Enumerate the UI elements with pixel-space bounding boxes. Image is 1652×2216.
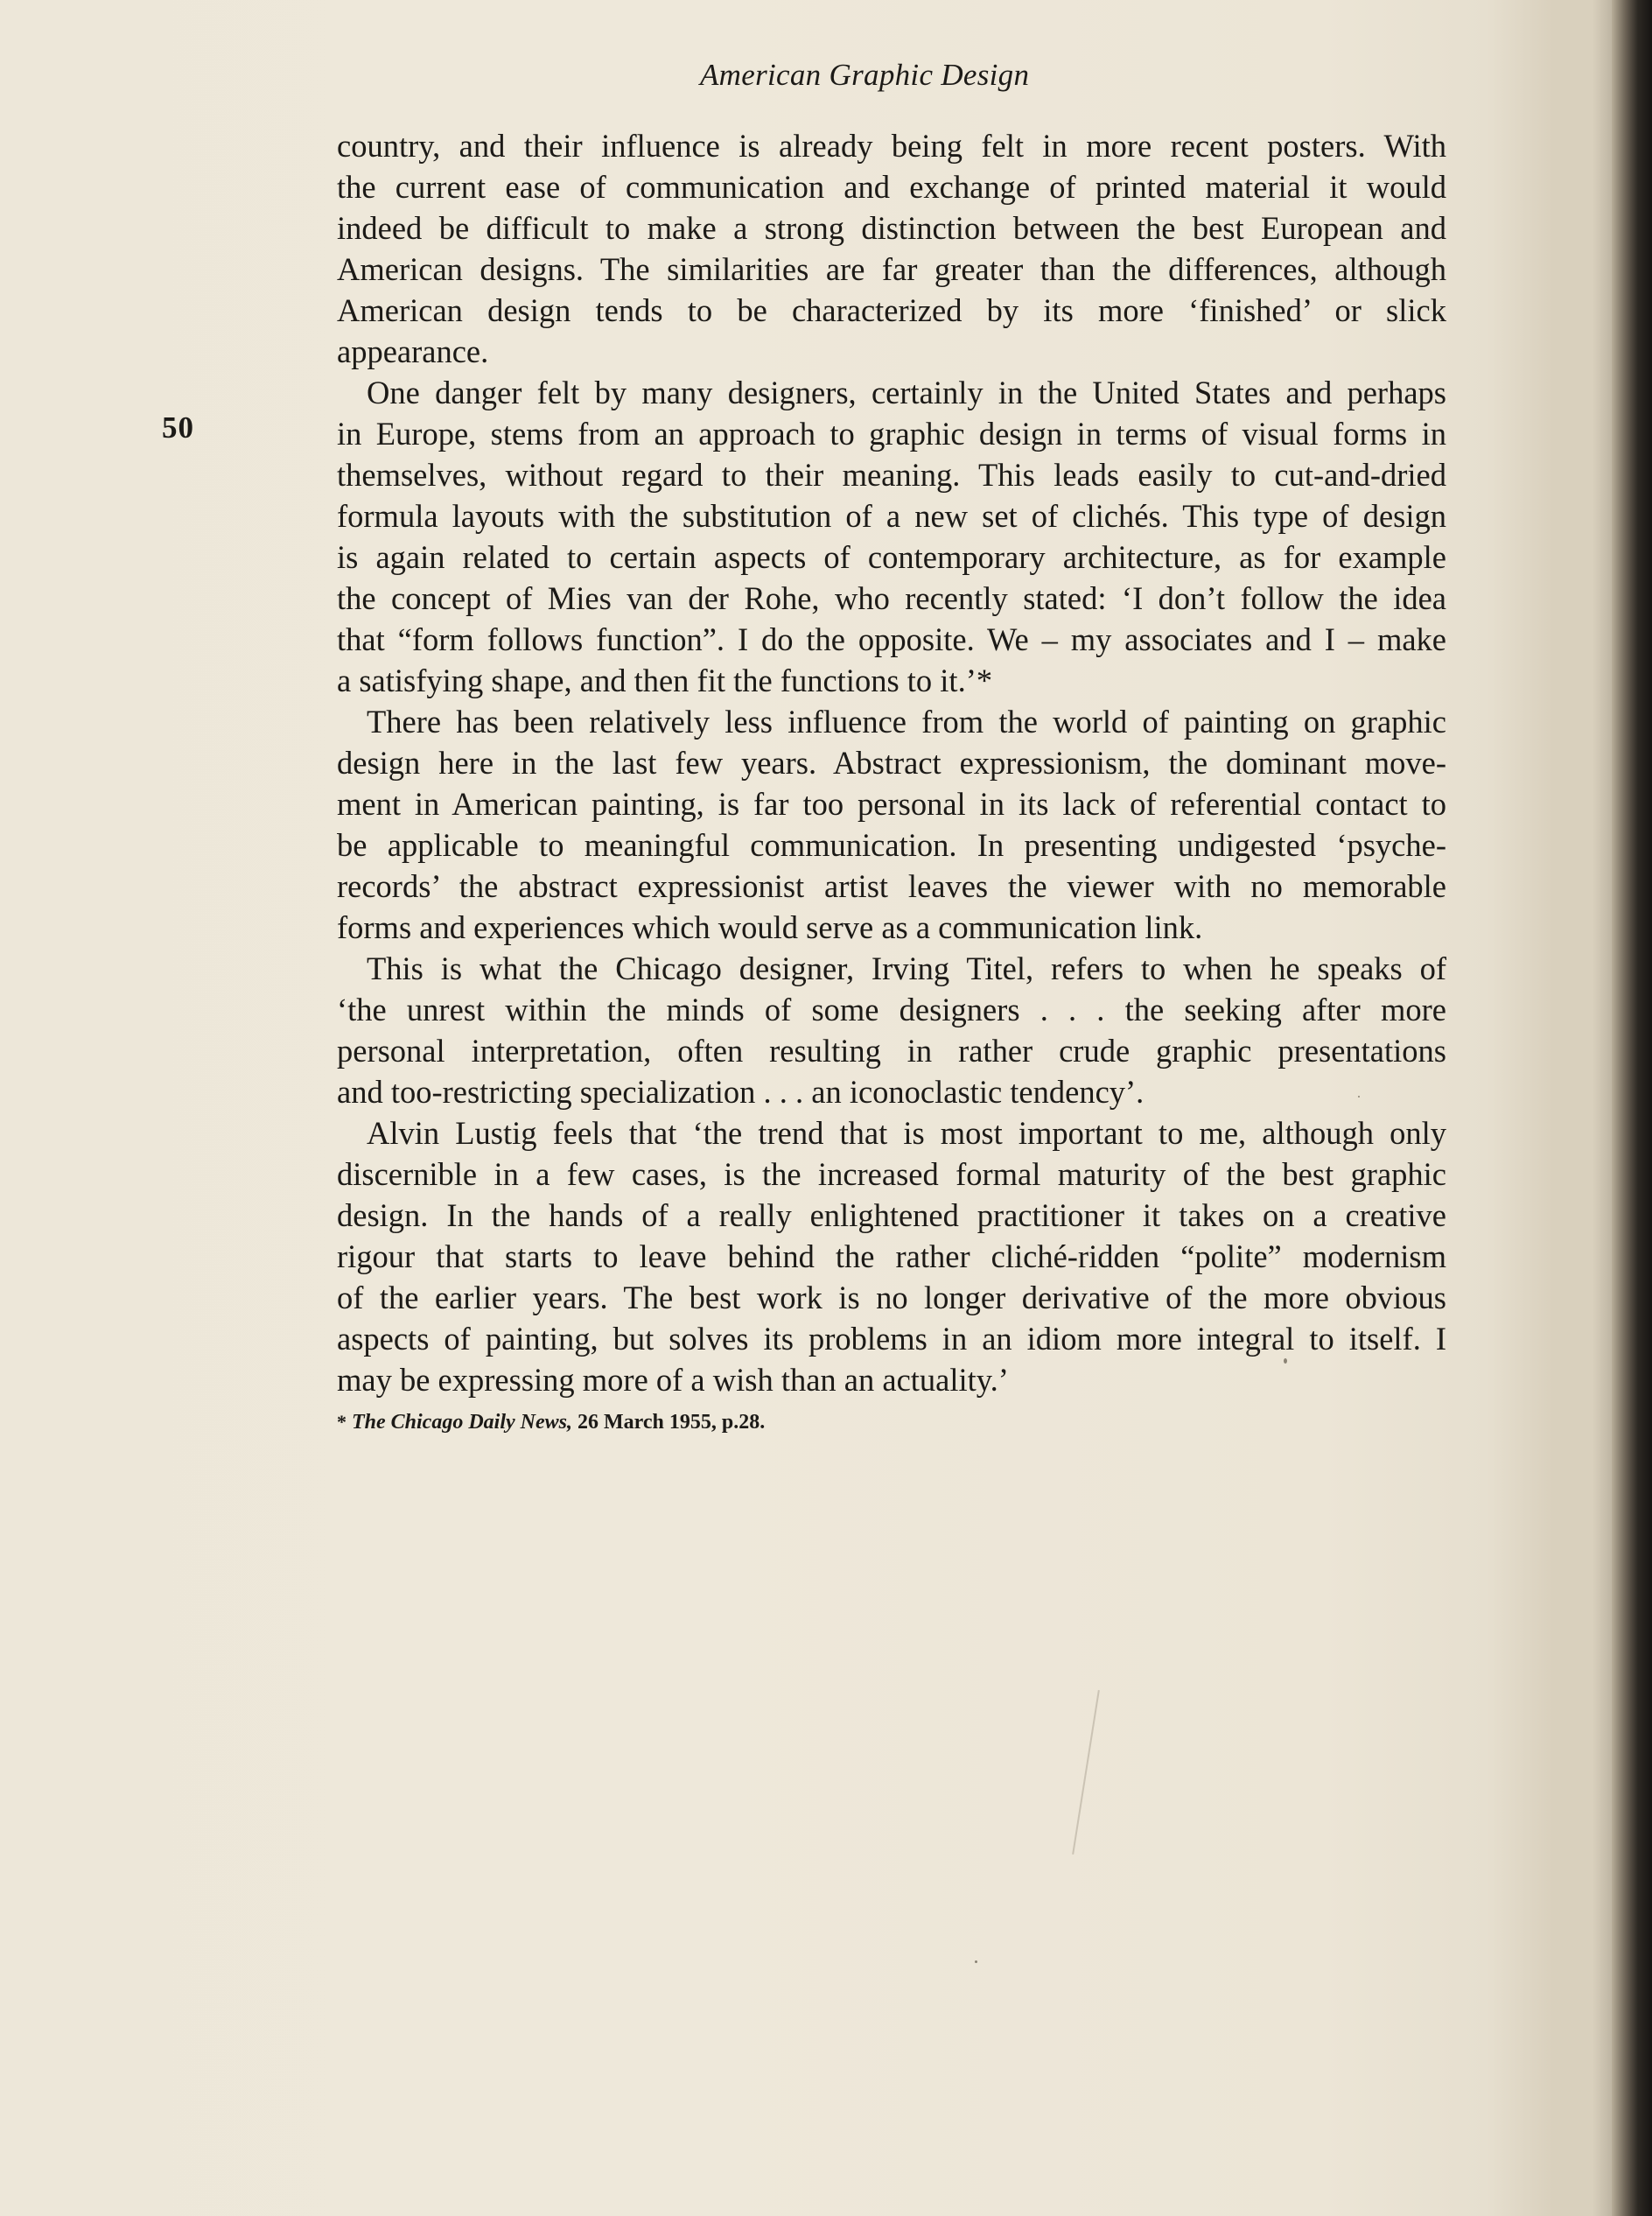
paragraph-start-line: There has been relatively less influence from the world of painting on graphic — [367, 704, 1446, 740]
text-line: personal interpretation, often resulting in rather crude graphic presentations — [337, 1033, 1446, 1069]
body-text — [337, 125, 1446, 1400]
paper-speck — [975, 1960, 977, 1963]
text-line: design. In the hands of a really enlightened practitioner it takes on a creative — [337, 1197, 1446, 1233]
paper-speck — [1358, 1096, 1360, 1097]
text-line: rigour that starts to leave behind the rather cliché-ridden “polite” modernism — [337, 1238, 1446, 1274]
running-head: American Graphic Design — [700, 58, 1030, 92]
text-line: country, and their influence is already being felt in more recent posters. With — [337, 128, 1446, 164]
text-line: ‘the unrest within the minds of some designers . . . the seeking after more — [337, 992, 1446, 1027]
text-line: design here in the last few years. Abstract expressionism, the dominant move- — [337, 745, 1446, 781]
footnote-details: 26 March 1955, p.28. — [572, 1411, 766, 1434]
footnote-source: The Chicago Daily News, — [352, 1411, 572, 1434]
text-line: records’ the abstract expressionist artist leaves the viewer with no memorable — [337, 868, 1446, 904]
text-line: forms and experiences which would serve as a communication link. — [337, 909, 1203, 945]
text-line: appearance. — [337, 333, 489, 369]
text-line: may be expressing more of a wish than an actuality.’ — [337, 1362, 1009, 1398]
text-line: indeed be difficult to make a strong distinction between the best European and — [337, 210, 1446, 246]
paragraph-start-line: This is what the Chicago designer, Irving Titel, refers to when he speaks of — [367, 950, 1446, 986]
spine-edge-shadow — [1592, 0, 1612, 2216]
paragraph-start-line: One danger felt by many designers, certainly in the United States and perhaps — [367, 375, 1446, 410]
text-line: a satisfying shape, and then fit the functions to it.’* — [337, 663, 993, 698]
text-line: that “form follows function”. I do the opposite. We – my associates and I – make — [337, 621, 1446, 657]
paper-crease — [1072, 1690, 1100, 1855]
text-line: in Europe, stems from an approach to graphic design in terms of visual forms in — [337, 416, 1446, 452]
text-line: is again related to certain aspects of contemporary architecture, as for example — [337, 539, 1446, 575]
footnote-marker: * — [337, 1411, 346, 1433]
text-line: the concept of Mies van der Rohe, who recently stated: ‘I don’t follow the idea — [337, 580, 1446, 616]
text-line: American design tends to be characterized by its more ‘finished’ or slick — [337, 292, 1446, 328]
footnote — [337, 1411, 765, 1434]
text-line: and too-restricting specialization . . . an iconoclastic tendency’. — [337, 1074, 1144, 1110]
text-line: American designs. The similarities are far greater than the differences, although — [337, 251, 1446, 287]
page-number: 50 — [162, 410, 194, 445]
text-line: of the earlier years. The best work is no longer derivative of the more obvious — [337, 1280, 1446, 1315]
paper-speck — [1284, 1358, 1287, 1364]
text-line: the current ease of communication and exchange of printed material it would — [337, 169, 1446, 205]
text-line: themselves, without regard to their meaning. This leads easily to cut-and-dried — [337, 457, 1446, 493]
text-line: be applicable to meaningful communication. In presenting undigested ‘psyche- — [337, 827, 1446, 863]
text-line: discernible in a few cases, is the increased formal maturity of the best graphic — [337, 1156, 1446, 1192]
text-line: formula layouts with the substitution of a new set of clichés. This type of design — [337, 498, 1446, 534]
text-line: aspects of painting, but solves its problems in an idiom more integral to itself. I — [337, 1321, 1446, 1357]
spine-shadow — [1612, 0, 1652, 2216]
text-line: ment in American painting, is far too personal in its lack of referential contact to — [337, 786, 1446, 822]
paragraph-start-line: Alvin Lustig feels that ‘the trend that is most important to me, although only — [367, 1115, 1446, 1151]
